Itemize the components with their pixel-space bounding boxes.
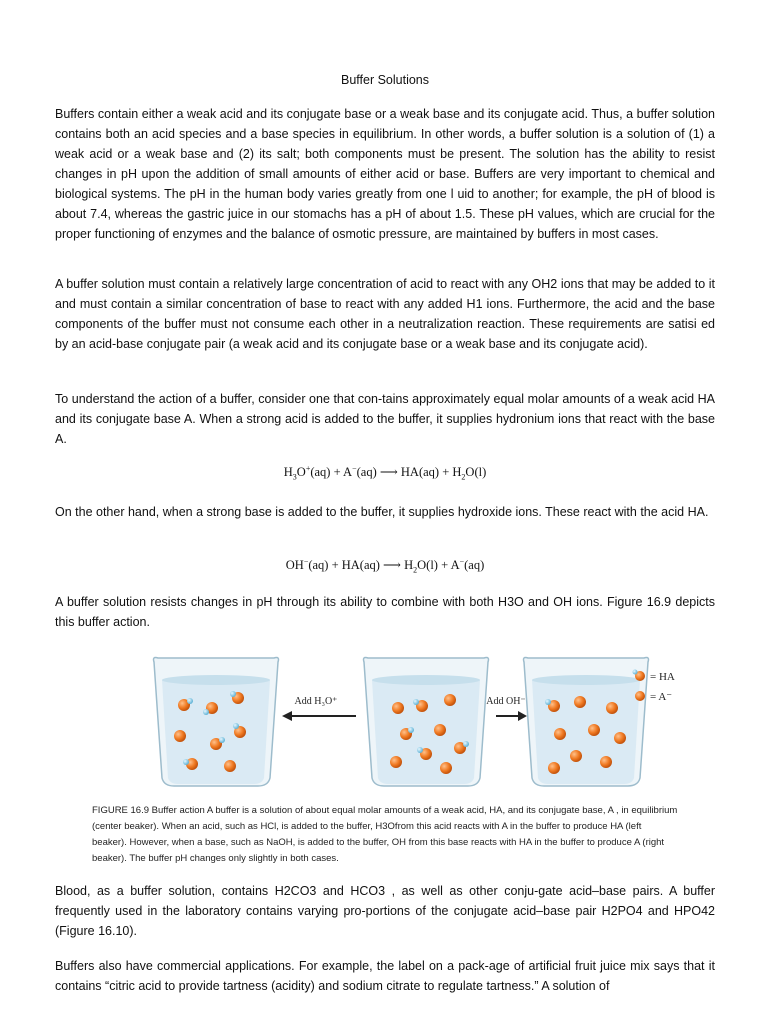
svg-text:Add OH⁻: Add OH⁻ <box>486 696 526 707</box>
arrow-add-base <box>486 696 527 721</box>
buffer-beakers-figure <box>150 650 710 790</box>
paragraph-blood: Blood, as a buffer solution, contains H2CO3 and HCO3 , as well as other conju-gate acid–base pairs. A buffer frequently used in the laboratory contains varying pro-portions of the conjugate acid–base pair H2PO4 and HPO42 (Figure 16.10). <box>55 884 715 938</box>
paragraph-intro: Buffers contain either a weak acid and its conjugate base or a weak base and its conjugate acid. Thus, a buffer solution contains both an acid species and a base species in equilibrium. In other words, a buffer solution is a solution of (1) a weak acid or a weak base and (2) its salt; both components must be present. The solution has the ability to resist changes in pH upon the addition of small amounts of either acid or base. Buffers are very important to chemical and biological systems. The pH in the human body varies greatly from one l uid to another; for example, the pH of blood is about 7.4, whereas the gastric juice in our stomachs has a pH of about 1.5. These pH values, which are crucial for the proper functioning of enzymes and the balance of osmotic pressure, are maintained by buffers in most cases. <box>55 107 715 241</box>
equation-acid: $H_3O^+(aq) + A^-(aq)$ ⟶ $HA(aq) + H_2O(l)$ <box>283 464 487 482</box>
paragraph-action: To understand the action of a buffer, consider one that con-tains approximately equal molar amounts of a weak acid HA and its conjugate base A. When a strong acid is added to the buffer, it supplies hydronium ions that react with the base A. <box>55 392 715 446</box>
equation-base: OH−(aq) + HA(aq) ⟶ $H_2O(l) + A^-(aq)$ <box>285 557 485 575</box>
svg-text:= A⁻: = A⁻ <box>650 691 673 703</box>
svg-text:= HA: = HA <box>650 671 675 683</box>
paragraph-commercial: Buffers also have commercial applications. For example, the label on a pack-age of artificial fruit juice mix says that it contains “citric acid to provide tartness (acidity) and sodium citrate to regulate tartness.” A solution of <box>55 959 715 993</box>
beaker-right <box>524 658 649 787</box>
paragraph-base: On the other hand, when a strong base is added to the buffer, it supplies hydroxide ions. These react with the acid HA. <box>55 505 709 519</box>
paragraph-requirements: A buffer solution must contain a relatively large concentration of acid to react with any OH2 ions that may be added to it and must contain a similar concentration of base to react with any added H1 ions. Furthermore, the acid and the base components of the buffer must not consume each other in a neutralization reaction. These requirements are satisi ed by an acid-base conjugate pair (a weak acid and its conjugate base or a weak base and its conjugate acid). <box>55 277 715 351</box>
paragraph-resists: A buffer solution resists changes in pH through its ability to combine with both H3O and OH ions. Figure 16.9 depicts this buffer action. <box>55 595 715 629</box>
figure-caption: FIGURE 16.9 Buffer action A buffer is a solution of about equal molar amounts of a weak acid, HA, and its conjugate base, A , in equilibrium (center beaker). When an acid, such as HCl, is added to the buffer, H3Ofrom this acid reacts with A in the buffer to produce HA (left beaker). However, when a base, such as NaOH, is added to the buffer, OH from this base reacts with HA in the buffer to produce A (right beaker). The buffer pH changes only slightly in both cases. <box>92 805 678 864</box>
svg-text:Add H₃O⁺: Add H₃O⁺ <box>294 696 338 707</box>
beaker-left <box>154 658 279 787</box>
page-title: Buffer Solutions <box>340 73 430 87</box>
arrow-add-acid <box>282 696 356 721</box>
beaker-center <box>364 658 489 787</box>
